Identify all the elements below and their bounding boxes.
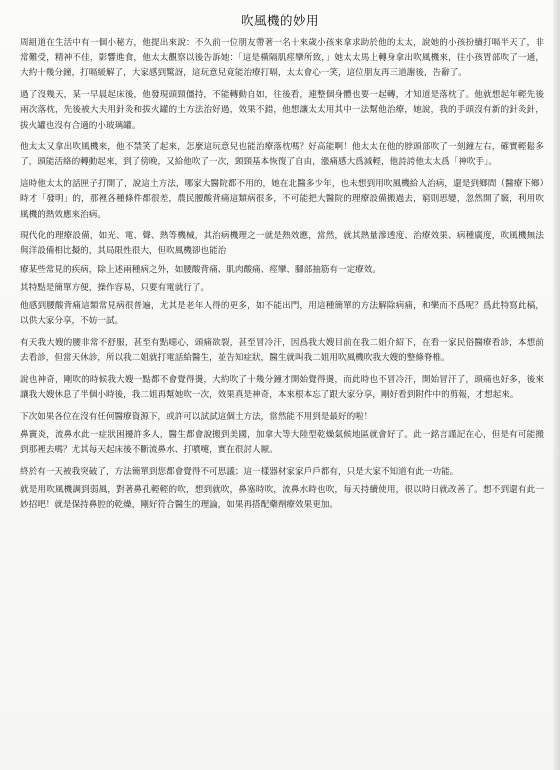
paragraph-rural-origin: 這時他太太的話匣子打開了，說這土方法，哪家大醫院都不用的，她在北醫多少年，也未想到用吹風機給人治病，還是到鄉間（醫療下鄉）時才「發明」的，那裡各種條件都很差，農民腰酸背痛這類病很多，不可能把大醫院的理療設備搬過去，窮則思變，忽然開了竅，利用吹風機的熱效應來治病。 xyxy=(20,179,544,220)
paragraph-method: 就是用吹風機調到弱風，對著鼻孔輕輕的吹，想到就吹，鼻塞時吹，流鼻水時也吹，每天持續使用，很以時日就改善了。想不到還有此一妙招吧！就是保持鼻腔的乾燥，剛好符合醫生的理論，如果再搭配藥劑療效果更加。 xyxy=(20,485,544,511)
paragraph-stiff-neck: 過了沒幾天，某一早晨起床後，他發現頭頸僵持，不能轉動自如，往後看，連整個身體也要一起轉，才知道是落枕了。他就想起年輕先後兩次落枕，先後被大夫用針灸和拔火罐的土方法治好過，效果不錯，他想讓太太用其中一法幫他治療，她說，我的手頭沒有新的針灸針，拔火罐也沒有合適的小玻璃罐。 xyxy=(20,90,544,131)
paragraph-neck-treatment: 他太太又拿出吹風機來，他不禁笑了起來，怎麼這玩意兒也能治療落枕嗎？好高能啊！他太太在他的脖頭部吹了一刻鐘左右，確實輕鬆多了，頭能活絡的轉動起來，到了傍晚，又給他吹了一次，頸頸基本恢復了自由，漲痛感大爲減輕，他詩誇他太太爲「神吹手」。 xyxy=(20,142,544,168)
document-title: 吹風機的妙用 xyxy=(240,13,319,28)
paragraph-common-ailments: 療某些常見的疾病，除上述兩種病之外，如腰酸背痛、肌肉酸痛、痙攣、腳部抽筋有一定療效。 xyxy=(20,264,381,275)
paragraph-hiccup-story: 周組道在生活中有一個小秘方，他提出來說：不久前一位朋友帶著一名十來歲小孩來拿求助於他的太太，說她的小孩扮續打嗝半天了，非常難受，精神不佳，影響進食，他太太觀察以後告訴她：「這是橫隔肌痙攣所致，」她太太馬上轉身拿出吹風機來，往小孩胃部吹了一通，大約十幾分鐘，打嗝緩解了，大家感到驚訝，這玩意兒竟能治療打嗝，太太會心一笑，這位朋友再三道謝後，告辭了。 xyxy=(20,38,544,79)
paragraph-sister-in-law: 有天我大嫂的腰非常不舒服，甚至有點噁心，頭痛欲裂，甚至冒冷汗，因爲我大嫂目前在我二姐介紹下，在看一家民俗醫療看診，本想前去看診，但當天休診，所以我二姐就打電話給醫生，並告知症狀，醫生就叫我二姐用吹風機吹我大嫂的整條脊椎。 xyxy=(20,337,544,364)
scan-edge-shadow xyxy=(553,0,560,770)
paragraph-back-pain: 他感到腰酸背痛這類常見病很普遍，尤其是老年人得的更多，如不能出門，用這種簡單的方法解除病痛，和樂而不爲呢？爲此特寫此稿，以供大家分享，不妨一試。 xyxy=(20,301,544,327)
paragraph-next-time: 下次如果各位在沒有任何醫療資源下，或許可以試試這個土方法，當然能不用到是最好的啦！ xyxy=(20,411,373,422)
paragraph-breakthrough: 終於有一天被我突破了，方法簡單到您都會覺得不可思議；這一樣器材家家戶戶都有，只是大家不知道有此一功能。 xyxy=(20,466,459,477)
paragraph-features: 其特點是簡單方便，操作容易，只要有電就行了。 xyxy=(20,282,210,293)
paragraph-sinusitis: 鼻竇炎，流鼻水此一症狀困擾許多人，醫生都會說搬到美國，加拿大等大陸型乾燥氣候地區就會好了。此一銘言謹記在心，但是有可能搬到那裡去嗎？尤其每天起床後不斷流鼻水、打噴嚏，實在很討人厭。 xyxy=(20,429,544,456)
paragraph-heat-effect: 現代化的理療設備，如光、電、聲、熱等機械，其治病機理之一就是熱效應，當然，就其熱量滲透度、治療效果、病種廣度，吹風機無法與洋設備相比擬的，其局限性很大，但吹風機卻也能治 xyxy=(20,231,544,257)
document-body xyxy=(20,36,544,520)
paragraph-miracle-result: 說也神奇，剛吹的時候我大嫂一點都不會覺得燙，大約吹了十幾分鐘才開始覺得燙，而此時也不冒冷汗，開始冒汗了，頭痛也好多，後來讓我大嫂休息了半個小時後，我二姐再幫她吹一次，效果真是神奇，本來根本忘了跟大家分享，剛好看到附件中的剪報，才想起來。 xyxy=(20,374,544,401)
